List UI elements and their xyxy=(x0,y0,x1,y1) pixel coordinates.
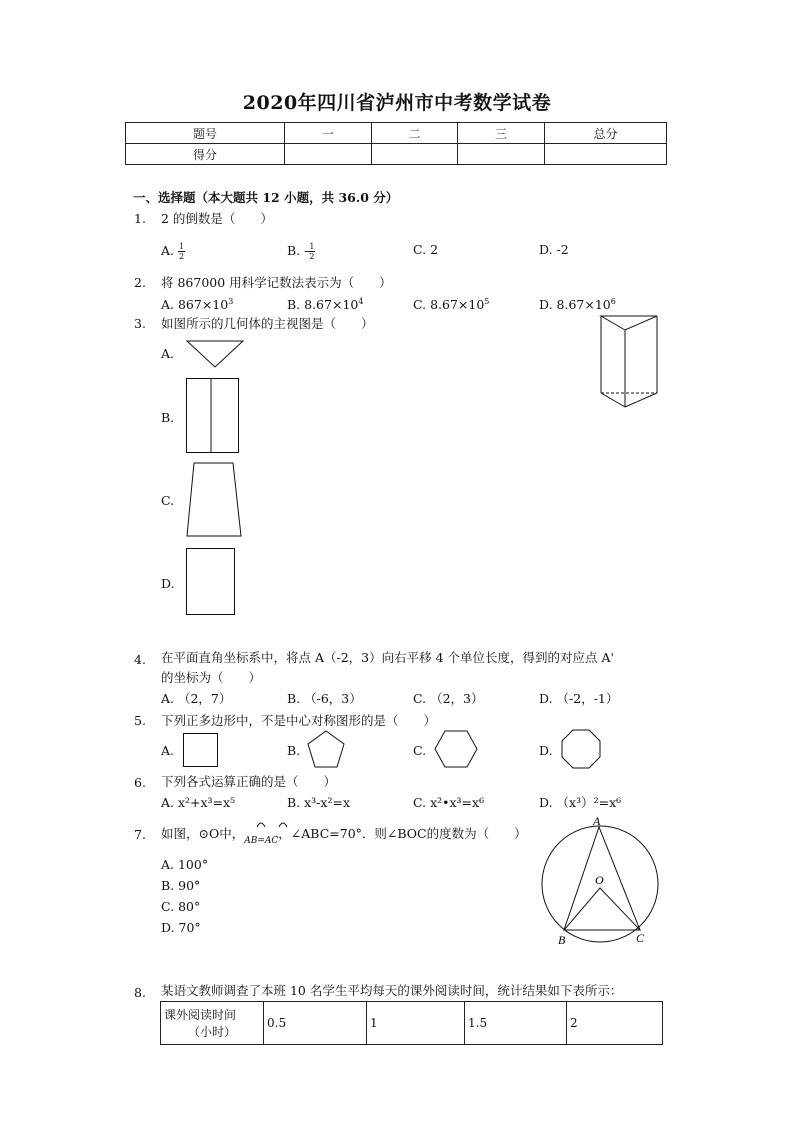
option-a: A. xyxy=(161,346,175,361)
option-c: C. xyxy=(161,493,175,508)
option-text: C. 8.67×10 xyxy=(413,297,485,313)
option-b: B. xyxy=(161,410,175,425)
stem-text: ，∠ABC=70°．则∠BOC的度数为（ ） xyxy=(278,826,527,841)
option-c: C. （2，3） xyxy=(413,691,484,706)
frac-numerator: 1 xyxy=(179,242,185,251)
option-d: D. （x³）²=x⁶ xyxy=(539,795,622,810)
label-a: A xyxy=(593,814,601,828)
triangle-view-figure xyxy=(186,340,244,370)
frac-denominator: 2 xyxy=(179,252,185,261)
table-cell: 1.5 xyxy=(465,1002,567,1045)
table-cell: 题号 xyxy=(126,123,285,144)
exponent: 4 xyxy=(358,297,364,306)
label-b: B xyxy=(558,933,566,947)
question-stem: 在平面直角坐标系中，将点 A（-2，3）向右平移 4 个单位长度，得到的对应点 A' xyxy=(161,650,614,665)
option-b xyxy=(287,294,363,313)
triangular-prism-figure xyxy=(600,315,660,410)
question-number: 5. xyxy=(134,713,146,728)
question-stem: 将 867000 用科学记数法表示为（ ） xyxy=(161,275,392,290)
exponent: 5 xyxy=(484,297,490,306)
score-table xyxy=(125,122,667,165)
option-d: D. 70° xyxy=(161,920,201,935)
question-stem: 如图所示的几何体的主视图是（ ） xyxy=(161,316,374,331)
exponent: 3 xyxy=(228,297,234,306)
table-cell: 总分 xyxy=(545,123,667,144)
circle-figure xyxy=(536,812,666,948)
arc-ab-label xyxy=(244,836,278,846)
question-number: 6. xyxy=(134,775,146,790)
option-d: D. （-2，-1） xyxy=(539,691,619,706)
exponent: 6 xyxy=(610,297,616,306)
reading-time-table xyxy=(160,1001,663,1045)
option-d: D. xyxy=(539,743,553,758)
table-cell: 2 xyxy=(567,1002,663,1045)
option-c: C. 2 xyxy=(413,242,439,257)
question-stem xyxy=(161,826,527,844)
question-number: 1. xyxy=(134,211,146,226)
octagon-figure xyxy=(561,729,603,771)
option-a xyxy=(161,242,185,261)
question-stem: 2 的倒数是（ ） xyxy=(161,211,273,226)
frac-numerator: 1 xyxy=(309,242,315,251)
option-a xyxy=(161,294,233,313)
question-stem: 下列正多边形中，不是中心对称图形的是（ ） xyxy=(161,713,437,728)
question-number: 2. xyxy=(134,275,146,290)
table-cell: 二 xyxy=(372,123,458,144)
stem-text: 如图，⊙O中， xyxy=(161,826,245,841)
hexagon-figure xyxy=(434,730,480,770)
option-c xyxy=(413,294,489,313)
page-title: 2020年四川省泸州市中考数学试卷 xyxy=(242,92,552,114)
option-c: C. xyxy=(413,743,427,758)
table-row xyxy=(126,123,667,144)
table-cell xyxy=(545,144,667,165)
option-c: C. 80° xyxy=(161,899,201,914)
table-cell: 得分 xyxy=(126,144,285,165)
pentagon-figure xyxy=(307,730,347,770)
fraction xyxy=(178,242,185,261)
table-row xyxy=(126,144,667,165)
question-number: 7. xyxy=(134,827,146,842)
option-d: D. xyxy=(161,576,175,591)
question-stem: 下列各式运算正确的是（ ） xyxy=(161,774,337,789)
option-c: C. x²•x³=x⁶ xyxy=(413,795,485,810)
question-number: 4. xyxy=(134,652,146,667)
option-text: B. 8.67×10 xyxy=(287,297,359,313)
option-d xyxy=(539,294,616,313)
question-number: 8. xyxy=(134,985,146,1000)
trapezoid-view-figure xyxy=(186,462,242,538)
question-stem: 某语文教师调查了本班 10 名学生平均每天的课外阅读时间，统计结果如下表所示： xyxy=(161,983,623,998)
option-b: B. xyxy=(287,743,301,758)
option-b: B. 90° xyxy=(161,878,201,893)
option-b xyxy=(287,242,315,261)
table-cell: 1 xyxy=(367,1002,465,1045)
rectangle-view-figure xyxy=(186,548,236,616)
question-number: 3. xyxy=(134,316,146,331)
option-d: D. -2 xyxy=(539,242,569,257)
table-cell xyxy=(372,144,458,165)
table-cell xyxy=(458,144,545,165)
fraction xyxy=(308,242,315,261)
question-stem-cont: 的坐标为（ ） xyxy=(161,670,262,685)
option-a: A. xyxy=(161,743,175,758)
option-text: D. 8.67×10 xyxy=(539,297,611,313)
option-b: B. （-6，3） xyxy=(287,691,362,706)
equals-sign: = xyxy=(257,836,265,846)
option-b: B. x³-x²=x xyxy=(287,795,351,810)
arc-label: AB xyxy=(244,836,258,846)
header-line: （小时） xyxy=(187,1025,236,1039)
table-cell xyxy=(285,144,372,165)
option-label: B. xyxy=(287,243,301,258)
option-a: A. （2，7） xyxy=(161,691,232,706)
label-c: C xyxy=(636,931,645,945)
table-row xyxy=(161,1002,663,1045)
two-rectangles-view-figure xyxy=(186,378,240,454)
option-text: A. 867×10 xyxy=(161,297,229,313)
arc-label: AC xyxy=(264,836,279,846)
arc-marks xyxy=(255,818,295,828)
table-cell: 一 xyxy=(285,123,372,144)
option-label: A. xyxy=(161,243,175,258)
option-a: A. 100° xyxy=(161,857,209,872)
label-o: O xyxy=(595,873,604,887)
minus-sign: - xyxy=(304,243,309,258)
square-figure xyxy=(183,733,219,769)
table-header-cell xyxy=(161,1002,264,1045)
frac-denominator: 2 xyxy=(309,252,315,261)
section-heading: 一、选择题（本大题共 12 小题，共 36.0 分） xyxy=(133,190,399,205)
option-a: A. x²+x³=x⁵ xyxy=(161,795,236,810)
table-cell: 三 xyxy=(458,123,545,144)
table-cell: 0.5 xyxy=(264,1002,367,1045)
header-line: 课外阅读时间 xyxy=(164,1008,237,1022)
